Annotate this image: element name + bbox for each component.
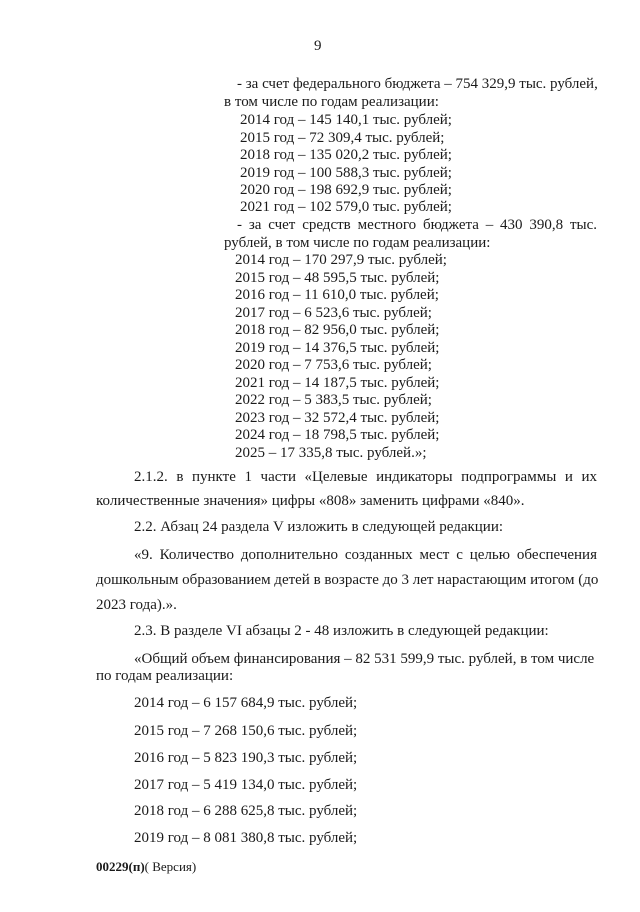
local-year-item: 2014 год – 170 297,9 тыс. рублей; <box>235 252 447 268</box>
total-year-item: 2014 год – 6 157 684,9 тыс. рублей; <box>134 695 358 711</box>
document-version: ( Версия) <box>144 859 197 874</box>
page-number: 9 <box>314 38 322 54</box>
federal-year-item: 2014 год – 145 140,1 тыс. рублей; <box>240 112 452 128</box>
local-year-item: 2024 год – 18 798,5 тыс. рублей; <box>235 427 440 443</box>
total-year-item: 2019 год – 8 081 380,8 тыс. рублей; <box>134 830 358 846</box>
local-year-item: 2016 год – 11 610,0 тыс. рублей; <box>235 287 439 303</box>
local-year-item: 2021 год – 14 187,5 тыс. рублей; <box>235 375 440 391</box>
federal-year-item: 2019 год – 100 588,3 тыс. рублей; <box>240 165 452 181</box>
total-year-item: 2017 год – 5 419 134,0 тыс. рублей; <box>134 777 358 793</box>
paragraph-2-1-2-line: 2.1.2. в пункте 1 части «Целевые индикаторы подпрограммы и их <box>134 469 597 485</box>
paragraph-2-1-2-line: количественные значения» цифры «808» заменить цифрами «840». <box>96 493 525 509</box>
total-year-item: 2016 год – 5 823 190,3 тыс. рублей; <box>134 750 358 766</box>
local-year-item: 2015 год – 48 595,5 тыс. рублей; <box>235 270 440 286</box>
total-financing-line: по годам реализации: <box>96 668 234 684</box>
document-code <box>96 858 196 876</box>
total-year-item: 2018 год – 6 288 625,8 тыс. рублей; <box>134 803 358 819</box>
federal-year-item: 2021 год – 102 579,0 тыс. рублей; <box>240 199 452 215</box>
local-year-item: 2022 год – 5 383,5 тыс. рублей; <box>235 392 432 408</box>
federal-year-item: 2015 год – 72 309,4 тыс. рублей; <box>240 130 445 146</box>
local-year-item: 2018 год – 82 956,0 тыс. рублей; <box>235 322 440 338</box>
local-year-item: 2023 год – 32 572,4 тыс. рублей; <box>235 410 440 426</box>
local-budget-line: рублей, в том числе по годам реализации: <box>224 235 491 251</box>
paragraph-2-2: 2.2. Абзац 24 раздела V изложить в следующей редакции: <box>134 519 504 535</box>
total-financing-line: «Общий объем финансирования – 82 531 599,9 тыс. рублей, в том числе <box>134 651 595 667</box>
federal-year-item: 2018 год – 135 020,2 тыс. рублей; <box>240 147 452 163</box>
federal-year-item: 2020 год – 198 692,9 тыс. рублей; <box>240 182 452 198</box>
local-budget-line: - за счет средств местного бюджета – 430 390,8 тыс. <box>237 217 597 233</box>
local-year-item: 2017 год – 6 523,6 тыс. рублей; <box>235 305 432 321</box>
local-year-item: 2020 год – 7 753,6 тыс. рублей; <box>235 357 432 373</box>
paragraph-9-line: дошкольным образованием детей в возрасте до 3 лет нарастающим итогом (до <box>96 572 599 588</box>
paragraph-9-line: 2023 года).». <box>96 597 177 613</box>
local-year-item: 2019 год – 14 376,5 тыс. рублей; <box>235 340 440 356</box>
paragraph-2-3: 2.3. В разделе VI абзацы 2 - 48 изложить в следующей редакции: <box>134 623 549 639</box>
total-year-item: 2015 год – 7 268 150,6 тыс. рублей; <box>134 723 358 739</box>
local-year-item: 2025 – 17 335,8 тыс. рублей.»; <box>235 445 427 461</box>
paragraph-9-line: «9. Количество дополнительно созданных мест с целью обеспечения <box>134 547 597 563</box>
federal-budget-line: в том числе по годам реализации: <box>224 94 439 110</box>
federal-budget-line: - за счет федерального бюджета – 754 329,9 тыс. рублей, <box>237 76 598 92</box>
document-code-number: 00229(п) <box>96 859 145 874</box>
